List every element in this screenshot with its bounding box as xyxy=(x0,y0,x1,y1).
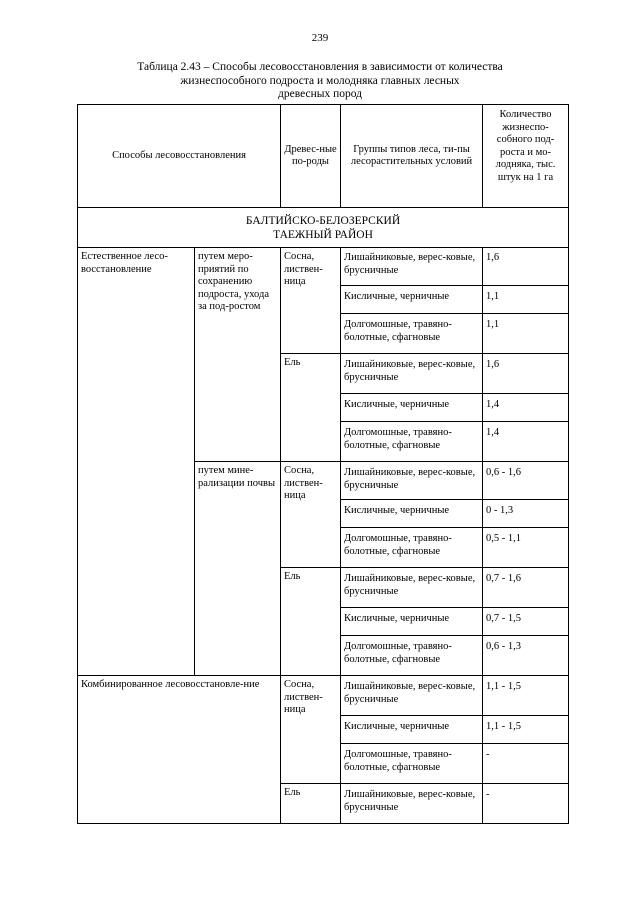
species-spruce: Ель xyxy=(281,354,341,462)
value-cell: 0 - 1,3 xyxy=(483,500,569,528)
method-natural-preserve: путем меро-приятий по сохранению подроста, ухода за под-ростом xyxy=(195,248,281,462)
value-cell: 0,7 - 1,6 xyxy=(483,568,569,608)
group-oxalis: Кисличные, черничные xyxy=(341,716,483,744)
method-natural-mineralization: путем мине-рализации почвы xyxy=(195,462,281,676)
value-cell: 1,6 xyxy=(483,248,569,286)
group-lichen: Лишайниковые, верес-ковые, брусничные xyxy=(341,354,483,394)
group-lichen: Лишайниковые, верес-ковые, брусничные xyxy=(341,676,483,716)
group-longmoss: Долгомошные, травяно-болотные, сфагновые xyxy=(341,422,483,462)
value-cell: - xyxy=(483,744,569,784)
value-cell: 0,6 - 1,3 xyxy=(483,636,569,676)
group-lichen: Лишайниковые, верес-ковые, брусничные xyxy=(341,248,483,286)
species-pine-larch: Сосна, листвен-ница xyxy=(281,248,341,354)
value-cell: 1,6 xyxy=(483,354,569,394)
value-cell: 0,7 - 1,5 xyxy=(483,608,569,636)
species-pine-larch: Сосна, листвен-ница xyxy=(281,462,341,568)
species-spruce: Ель xyxy=(281,568,341,676)
reforestation-table xyxy=(77,104,569,824)
region-row xyxy=(78,208,569,248)
group-oxalis: Кисличные, черничные xyxy=(341,500,483,528)
group-oxalis: Кисличные, черничные xyxy=(341,608,483,636)
header-groups: Группы типов леса, ти-пы лесорастительных условий xyxy=(341,105,483,208)
value-cell: 1,1 xyxy=(483,286,569,314)
group-oxalis: Кисличные, черничные xyxy=(341,286,483,314)
header-count: Количество жизнеспо-собного под-роста и мо-лодняка, тыс. штук на 1 га xyxy=(483,105,569,208)
group-lichen: Лишайниковые, верес-ковые, брусничные xyxy=(341,568,483,608)
value-cell: 0,5 - 1,1 xyxy=(483,528,569,568)
group-longmoss: Долгомошные, травяно-болотные, сфагновые xyxy=(341,636,483,676)
method-natural: Естественное лесо-восстановление xyxy=(78,248,195,676)
page-number: 239 xyxy=(311,32,329,44)
species-spruce: Ель xyxy=(281,784,341,824)
method-combined: Комбинированное лесовосстановле-ние xyxy=(78,676,281,824)
value-cell: 1,4 xyxy=(483,422,569,462)
value-cell: 1,4 xyxy=(483,394,569,422)
value-cell: 0,6 - 1,6 xyxy=(483,462,569,500)
caption-line-2: жизнеспособного подроста и молодняка главных лесных xyxy=(180,74,460,87)
species-pine-larch: Сосна, листвен-ница xyxy=(281,676,341,784)
value-cell: 1,1 xyxy=(483,314,569,354)
table-caption xyxy=(100,61,540,102)
group-lichen: Лишайниковые, верес-ковые, брусничные xyxy=(341,784,483,824)
caption-line-3: древесных пород xyxy=(278,88,362,100)
value-cell: - xyxy=(483,784,569,824)
region-line-1: БАЛТИЙСКО-БЕЛОЗЕРСКИЙ xyxy=(245,215,401,227)
value-cell: 1,1 - 1,5 xyxy=(483,716,569,744)
header-species: Древес-ные по-роды xyxy=(281,105,341,208)
group-lichen: Лишайниковые, верес-ковые, брусничные xyxy=(341,462,483,500)
region-line-2: ТАЕЖНЫЙ РАЙОН xyxy=(273,229,373,241)
group-longmoss: Долгомошные, травяно-болотные, сфагновые xyxy=(341,744,483,784)
header-methods: Способы лесовосстановления xyxy=(78,105,281,208)
group-longmoss: Долгомошные, травяно-болотные, сфагновые xyxy=(341,528,483,568)
group-oxalis: Кисличные, черничные xyxy=(341,394,483,422)
group-longmoss: Долгомошные, травяно-болотные, сфагновые xyxy=(341,314,483,354)
value-cell: 1,1 - 1,5 xyxy=(483,676,569,716)
caption-line-1: Таблица 2.43 – Способы лесовосстановления в зависимости от количества xyxy=(137,61,503,73)
